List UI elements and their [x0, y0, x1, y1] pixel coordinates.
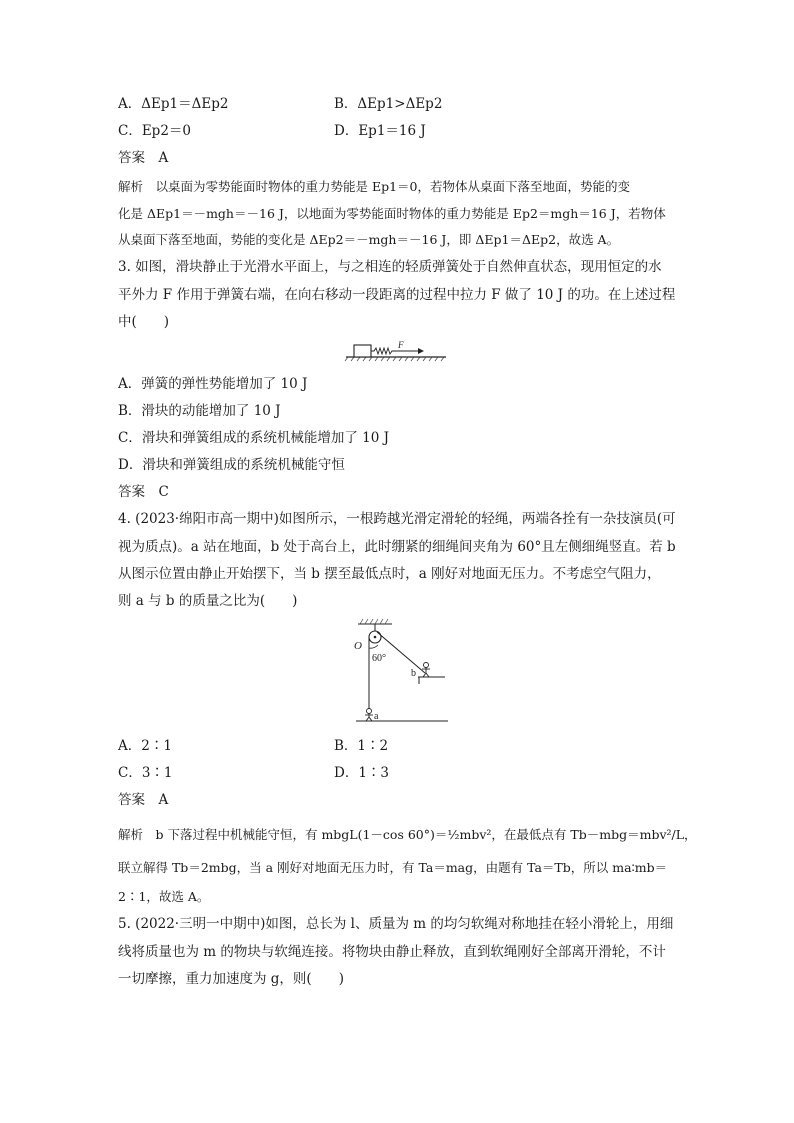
q3-option-b: B．滑块的动能增加了 10 J	[118, 403, 281, 419]
q4-option-d: D．1∶3	[334, 765, 390, 781]
q2-explanation-line: 解析 以桌面为零势能面时物体的重力势能是 Ep1＝0，若物体从桌面下落至地面，势能的变	[118, 179, 631, 194]
slider-block	[354, 345, 371, 357]
q4-stem-line: 则 a 与 b 的质量之比为( )	[118, 593, 298, 609]
q5-stem-line: 5. (2022·三明一中期中)如图，总长为 l、质量为 m 的均匀软绳对称地挂在轻小滑轮上，用细	[118, 916, 674, 932]
q4-option-b: B．1∶2	[334, 738, 389, 754]
q4-explanation-line: 2∶1，故选 A。	[118, 889, 210, 904]
q2-answer: 答案 A	[118, 150, 169, 166]
performer-a	[365, 709, 373, 722]
q3-option-c: C．滑块和弹簧组成的系统机械能增加了 10 J	[118, 430, 390, 446]
q3-stem-line: 中( )	[118, 314, 170, 330]
q3-option-d: D．滑块和弹簧组成的系统机械能守恒	[118, 457, 345, 473]
q3-spring-block-figure	[344, 340, 448, 364]
angle-label: 60°	[372, 653, 386, 664]
q3-option-a: A．弹簧的弹性势能增加了 10 J	[118, 376, 308, 392]
q4-explanation-line: 联立解得 Tb＝2mbg，当 a 刚好对地面无压力时，有 Ta＝mag，由题有 Ta＝Tb，所以 ma∶mb＝	[118, 860, 668, 875]
q5-stem-line: 线将质量也为 m 的物块与软绳连接。将物块由静止释放，直到软绳刚好全部离开滑轮，不计	[118, 944, 666, 960]
pulley-label-o: O	[354, 640, 362, 652]
q2-explanation-line: 从桌面下落至地面，势能的变化是 ΔEp2＝－mgh＝－16 J，即 ΔEp1＝ΔEp2，故选 A。	[118, 232, 620, 247]
force-arrowhead	[418, 348, 424, 354]
q3-stem-line: 平外力 F 作用于弹簧右端，在向右移动一段距离的过程中拉力 F 做了 10 J 的功。在上述过程	[118, 287, 676, 303]
q5-stem-line: 一切摩擦，重力加速度为 g，则( )	[118, 971, 344, 987]
q4-pulley-figure	[345, 618, 450, 728]
q2-explanation-line: 化是 ΔEp1＝－mgh＝－16 J，以地面为零势能面时物体的重力势能是 Ep2＝mgh＝16 J，若物体	[118, 206, 666, 221]
q2-option-c: C．Ep2＝0	[118, 123, 192, 139]
q4-stem-line: 视为质点)。a 站在地面，b 处于高台上，此时绷紧的细绳间夹角为 60°且左侧细绳竖直。若 b	[118, 539, 676, 555]
performer-a-label: a	[374, 711, 379, 722]
q2-option-b: B．ΔEp1>ΔEp2	[334, 96, 443, 112]
q3-answer: 答案 C	[118, 484, 169, 500]
force-label: F	[398, 340, 404, 350]
q4-option-a: A．2∶1	[118, 738, 172, 754]
q4-stem-line: 从图示位置由静止开始摆下，当 b 摆至最低点时，a 刚好对地面无压力。不考虑空气阻力，	[118, 566, 661, 582]
q2-option-a: A．ΔEp1＝ΔEp2	[118, 96, 229, 112]
spring	[371, 348, 395, 354]
angle-arc	[369, 645, 378, 648]
performer-b	[422, 663, 430, 678]
q4-answer: 答案 A	[118, 792, 169, 808]
q2-option-d: D．Ep1＝16 J	[334, 123, 426, 139]
q4-stem-line: 4. (2023·绵阳市高一期中)如图所示，一根跨越光滑定滑轮的轻绳，两端各拴有一杂技演员(可	[118, 511, 676, 527]
q4-explanation-line: 解析 b 下落过程中机械能守恒，有 mbgL(1－cos 60°)＝½mbv²，在最低点有 Tb－mbg＝mbv²/L，	[118, 827, 697, 842]
q3-stem-line: 3. 如图，滑块静止于光滑水平面上，与之相连的轻质弹簧处于自然伸直状态，现用恒定的水	[118, 259, 662, 275]
ceiling-hatching	[360, 619, 388, 624]
q4-option-c: C．3∶1	[118, 765, 173, 781]
performer-b-label: b	[411, 668, 416, 679]
ground-hatching	[345, 357, 444, 361]
